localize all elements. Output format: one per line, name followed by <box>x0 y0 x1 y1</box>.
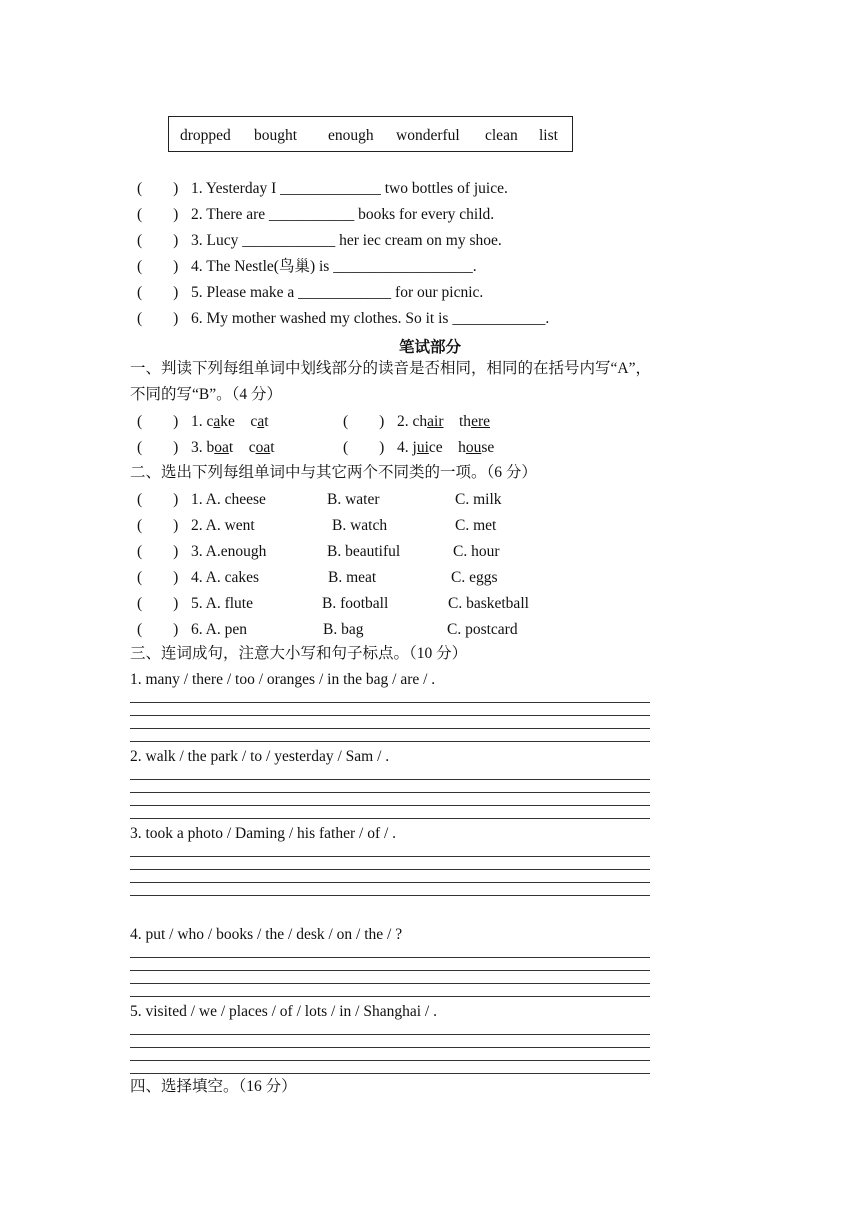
writing-line[interactable] <box>130 983 650 984</box>
option-c: C. eggs <box>451 569 498 586</box>
phonics-item: 2. chair there <box>397 413 490 430</box>
scrambled-sentence: 5. visited / we / places / of / lots / in / Shanghai / . <box>130 1003 437 1020</box>
writing-line[interactable] <box>130 1034 650 1035</box>
option-b: B. meat <box>328 569 377 586</box>
option-a: 4. A. cakes <box>191 569 260 586</box>
fill-in-question: 2. There are ___________ books for every child. <box>191 206 495 223</box>
word-bank-word: bought <box>254 127 298 144</box>
answer-paren[interactable]: ( ) <box>343 413 385 430</box>
word-bank-word: dropped <box>180 127 231 144</box>
answer-paren[interactable]: ( ) <box>137 595 179 612</box>
writing-line[interactable] <box>130 996 650 997</box>
phonics-item: 1. cake cat <box>191 413 269 430</box>
fill-in-question: 1. Yesterday I _____________ two bottles of juice. <box>191 180 508 197</box>
writing-line[interactable] <box>130 1060 650 1061</box>
phonics-item: 3. boat coat <box>191 439 275 456</box>
answer-paren[interactable]: ( ) <box>137 180 179 197</box>
answer-paren[interactable]: ( ) <box>137 206 179 223</box>
writing-line[interactable] <box>130 1047 650 1048</box>
scrambled-sentence: 2. walk / the park / to / yesterday / Sam / . <box>130 748 390 765</box>
writing-line[interactable] <box>130 779 650 780</box>
writing-line[interactable] <box>130 792 650 793</box>
writing-line[interactable] <box>130 741 650 742</box>
written-section-title: 笔试部分 <box>398 339 461 356</box>
option-c: C. basketball <box>448 595 529 612</box>
word-bank-box <box>168 116 573 152</box>
option-b: B. beautiful <box>327 543 401 560</box>
writing-line[interactable] <box>130 805 650 806</box>
writing-line[interactable] <box>130 818 650 819</box>
option-c: C. postcard <box>447 621 518 638</box>
option-c: C. met <box>455 517 497 534</box>
option-a: 1. A. cheese <box>191 491 266 508</box>
writing-line[interactable] <box>130 895 650 896</box>
option-c: C. milk <box>455 491 502 508</box>
option-b: B. bag <box>323 621 364 638</box>
answer-paren[interactable]: ( ) <box>137 621 179 638</box>
section-2-title: 二、选出下列每组单词中与其它两个不同类的一项。（6 分） <box>130 464 537 481</box>
word-bank-word: enough <box>328 127 374 144</box>
answer-paren[interactable]: ( ) <box>343 439 385 456</box>
answer-paren[interactable]: ( ) <box>137 310 179 327</box>
fill-in-question: 4. The Nestle(鸟巢) is __________________. <box>191 258 477 275</box>
answer-paren[interactable]: ( ) <box>137 543 179 560</box>
phonics-item: 4. juice house <box>397 439 495 456</box>
writing-line[interactable] <box>130 856 650 857</box>
answer-paren[interactable]: ( ) <box>137 491 179 508</box>
writing-line[interactable] <box>130 728 650 729</box>
option-a: 6. A. pen <box>191 621 247 638</box>
answer-paren[interactable]: ( ) <box>137 284 179 301</box>
option-a: 2. A. went <box>191 517 255 534</box>
option-c: C. hour <box>453 543 500 560</box>
scrambled-sentence: 4. put / who / books / the / desk / on / the / ? <box>130 926 403 943</box>
option-a: 5. A. flute <box>191 595 253 612</box>
fill-in-question: 6. My mother washed my clothes. So it is ____________. <box>191 310 550 327</box>
word-bank-word: wonderful <box>396 127 460 144</box>
option-b: B. watch <box>332 517 388 534</box>
answer-paren[interactable]: ( ) <box>137 517 179 534</box>
answer-paren[interactable]: ( ) <box>137 258 179 275</box>
option-b: B. football <box>322 595 389 612</box>
answer-paren[interactable]: ( ) <box>137 413 179 430</box>
section-3-title: 三、连词成句，注意大小写和句子标点。（10 分） <box>130 645 468 662</box>
scrambled-sentence: 1. many / there / too / oranges / in the bag / are / . <box>130 671 436 688</box>
section-4-title: 四、选择填空。（16 分） <box>130 1078 297 1095</box>
word-bank-word: clean <box>485 127 518 144</box>
answer-paren[interactable]: ( ) <box>137 569 179 586</box>
option-a: 3. A.enough <box>191 543 267 560</box>
answer-paren[interactable]: ( ) <box>137 439 179 456</box>
writing-line[interactable] <box>130 702 650 703</box>
fill-in-question: 5. Please make a ____________ for our picnic. <box>191 284 484 301</box>
writing-line[interactable] <box>130 715 650 716</box>
answer-paren[interactable]: ( ) <box>137 232 179 249</box>
word-bank-word: list <box>539 127 558 144</box>
section-1-instruction: 一、判读下列每组单词中划线部分的读音是否相同，相同的在括号内写“A”， <box>130 360 651 377</box>
writing-line[interactable] <box>130 1073 650 1074</box>
scrambled-sentence: 3. took a photo / Daming / his father / of / . <box>130 825 397 842</box>
section-1-instruction: 不同的写“B”。（4 分） <box>130 386 282 403</box>
writing-line[interactable] <box>130 869 650 870</box>
fill-in-question: 3. Lucy ____________ her iec cream on my shoe. <box>191 232 502 249</box>
writing-line[interactable] <box>130 970 650 971</box>
option-b: B. water <box>327 491 380 508</box>
writing-line[interactable] <box>130 957 650 958</box>
writing-line[interactable] <box>130 882 650 883</box>
